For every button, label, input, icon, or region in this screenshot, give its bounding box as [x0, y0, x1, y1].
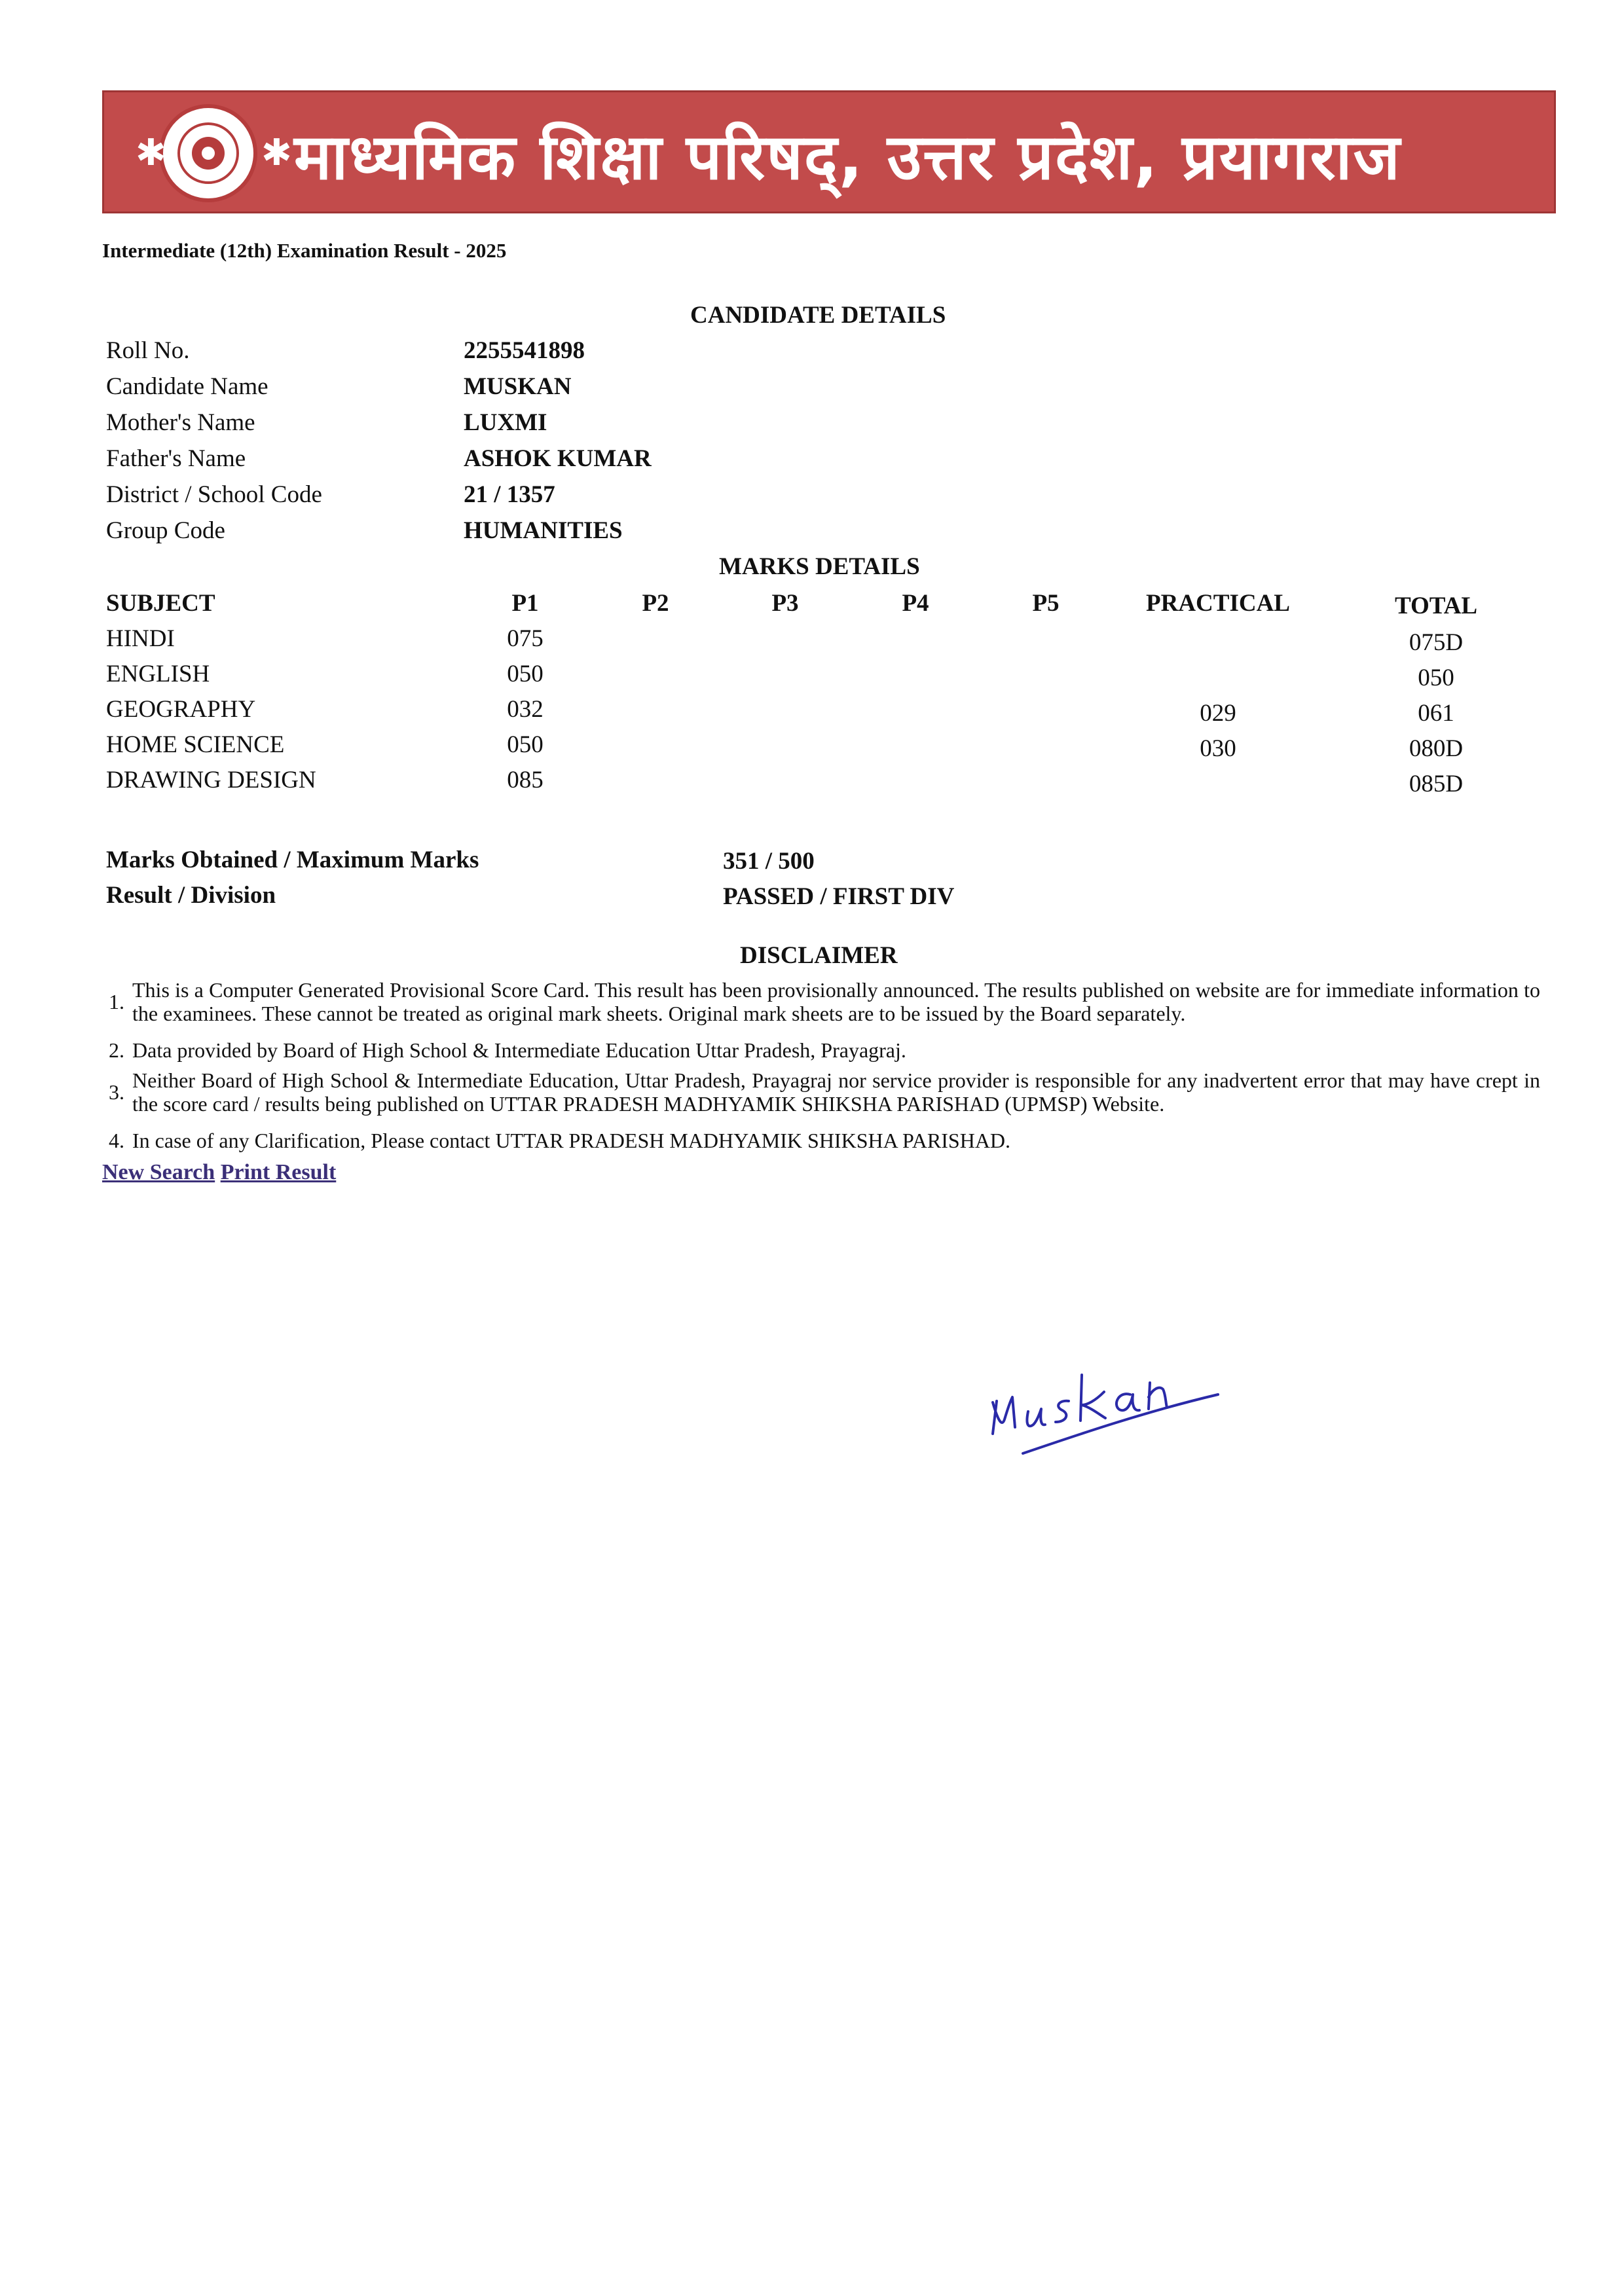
col-header-p2: P2 — [642, 590, 669, 617]
star-icon: ✱ — [261, 132, 292, 174]
group-code-value: HUMANITIES — [464, 517, 623, 544]
disclaimer-item: 3. Neither Board of High School & Intermediate Education, Uttar Pradesh, Prayagraj nor service provider is responsible for any inadvertent error that may have crept in the score card / results being published on UTTAR PRADESH MADHYAMIK SHIKSHA PARISHAD (UPMSP) Website. — [109, 1068, 1540, 1116]
father-name-label: Father's Name — [106, 445, 246, 472]
district-school-code-value: 21 / 1357 — [464, 481, 555, 508]
board-logo-emblem — [159, 104, 257, 202]
result-division-label: Result / Division — [106, 882, 276, 909]
col-header-subject: SUBJECT — [106, 590, 215, 617]
district-school-code-label: District / School Code — [106, 481, 322, 508]
marks-obtained-value: 351 / 500 — [723, 848, 815, 875]
table-row-subject: HINDI — [106, 625, 175, 652]
disclaimer-heading: DISCLAIMER — [740, 942, 898, 969]
group-code-label: Group Code — [106, 517, 225, 544]
mother-name-value: LUXMI — [464, 409, 547, 436]
result-division-value: PASSED / FIRST DIV — [723, 883, 955, 910]
marks-details-heading: MARKS DETAILS — [719, 553, 920, 580]
star-icon: ✱ — [136, 132, 166, 174]
table-row-total: 080D — [1409, 735, 1464, 762]
table-row-p1: 085 — [507, 767, 544, 793]
table-row-p1: 032 — [507, 696, 544, 723]
mother-name-label: Mother's Name — [106, 409, 255, 436]
disclaimer-item: 2. Data provided by Board of High School & Intermediate Education Uttar Pradesh, Prayagraj. — [109, 1038, 906, 1062]
table-row-total: 050 — [1418, 665, 1454, 691]
col-header-p5: P5 — [1032, 590, 1060, 617]
document-title: Intermediate (12th) Examination Result - 2025 — [102, 239, 507, 262]
result-links — [102, 1160, 336, 1185]
col-header-practical: PRACTICAL — [1146, 590, 1290, 617]
table-row-p1: 050 — [507, 661, 544, 687]
candidate-signature — [982, 1329, 1231, 1467]
table-row-subject: GEOGRAPHY — [106, 696, 256, 723]
table-row-total: 075D — [1409, 629, 1464, 656]
table-row-subject: ENGLISH — [106, 661, 210, 687]
header-banner — [102, 90, 1556, 213]
disclaimer-item: 1. This is a Computer Generated Provisional Score Card. This result has been provisionally announced. The results published on website are for immediate information to the examinees. These cannot be treated as original mark sheets. Original mark sheets are to be issued by the Board separately. — [109, 978, 1540, 1025]
new-search-link[interactable]: New Search — [102, 1160, 215, 1184]
table-row-practical: 029 — [1200, 700, 1236, 727]
table-row-practical: 030 — [1200, 735, 1236, 762]
table-row-total: 061 — [1418, 700, 1454, 727]
marks-obtained-label: Marks Obtained / Maximum Marks — [106, 847, 479, 873]
table-row-p1: 050 — [507, 731, 544, 758]
table-row-p1: 075 — [507, 625, 544, 652]
board-name-title: माध्यमिक शिक्षा परिषद्, उत्तर प्रदेश, प्रयागराज — [294, 120, 1401, 194]
candidate-details-heading: CANDIDATE DETAILS — [690, 302, 946, 329]
print-result-link[interactable]: Print Result — [220, 1160, 337, 1184]
candidate-name-value: MUSKAN — [464, 373, 572, 400]
table-row-subject: DRAWING DESIGN — [106, 767, 316, 793]
table-row-total: 085D — [1409, 771, 1464, 797]
col-header-p4: P4 — [902, 590, 929, 617]
disclaimer-item: 4. In case of any Clarification, Please contact UTTAR PRADESH MADHYAMIK SHIKSHA PARISHAD. — [109, 1129, 1011, 1152]
table-row-subject: HOME SCIENCE — [106, 731, 285, 758]
father-name-value: ASHOK KUMAR — [464, 445, 652, 472]
col-header-p3: P3 — [771, 590, 799, 617]
candidate-name-label: Candidate Name — [106, 373, 268, 400]
col-header-total: TOTAL — [1394, 592, 1478, 619]
roll-no-value: 2255541898 — [464, 337, 585, 364]
col-header-p1: P1 — [511, 590, 539, 617]
roll-no-label: Roll No. — [106, 337, 190, 364]
